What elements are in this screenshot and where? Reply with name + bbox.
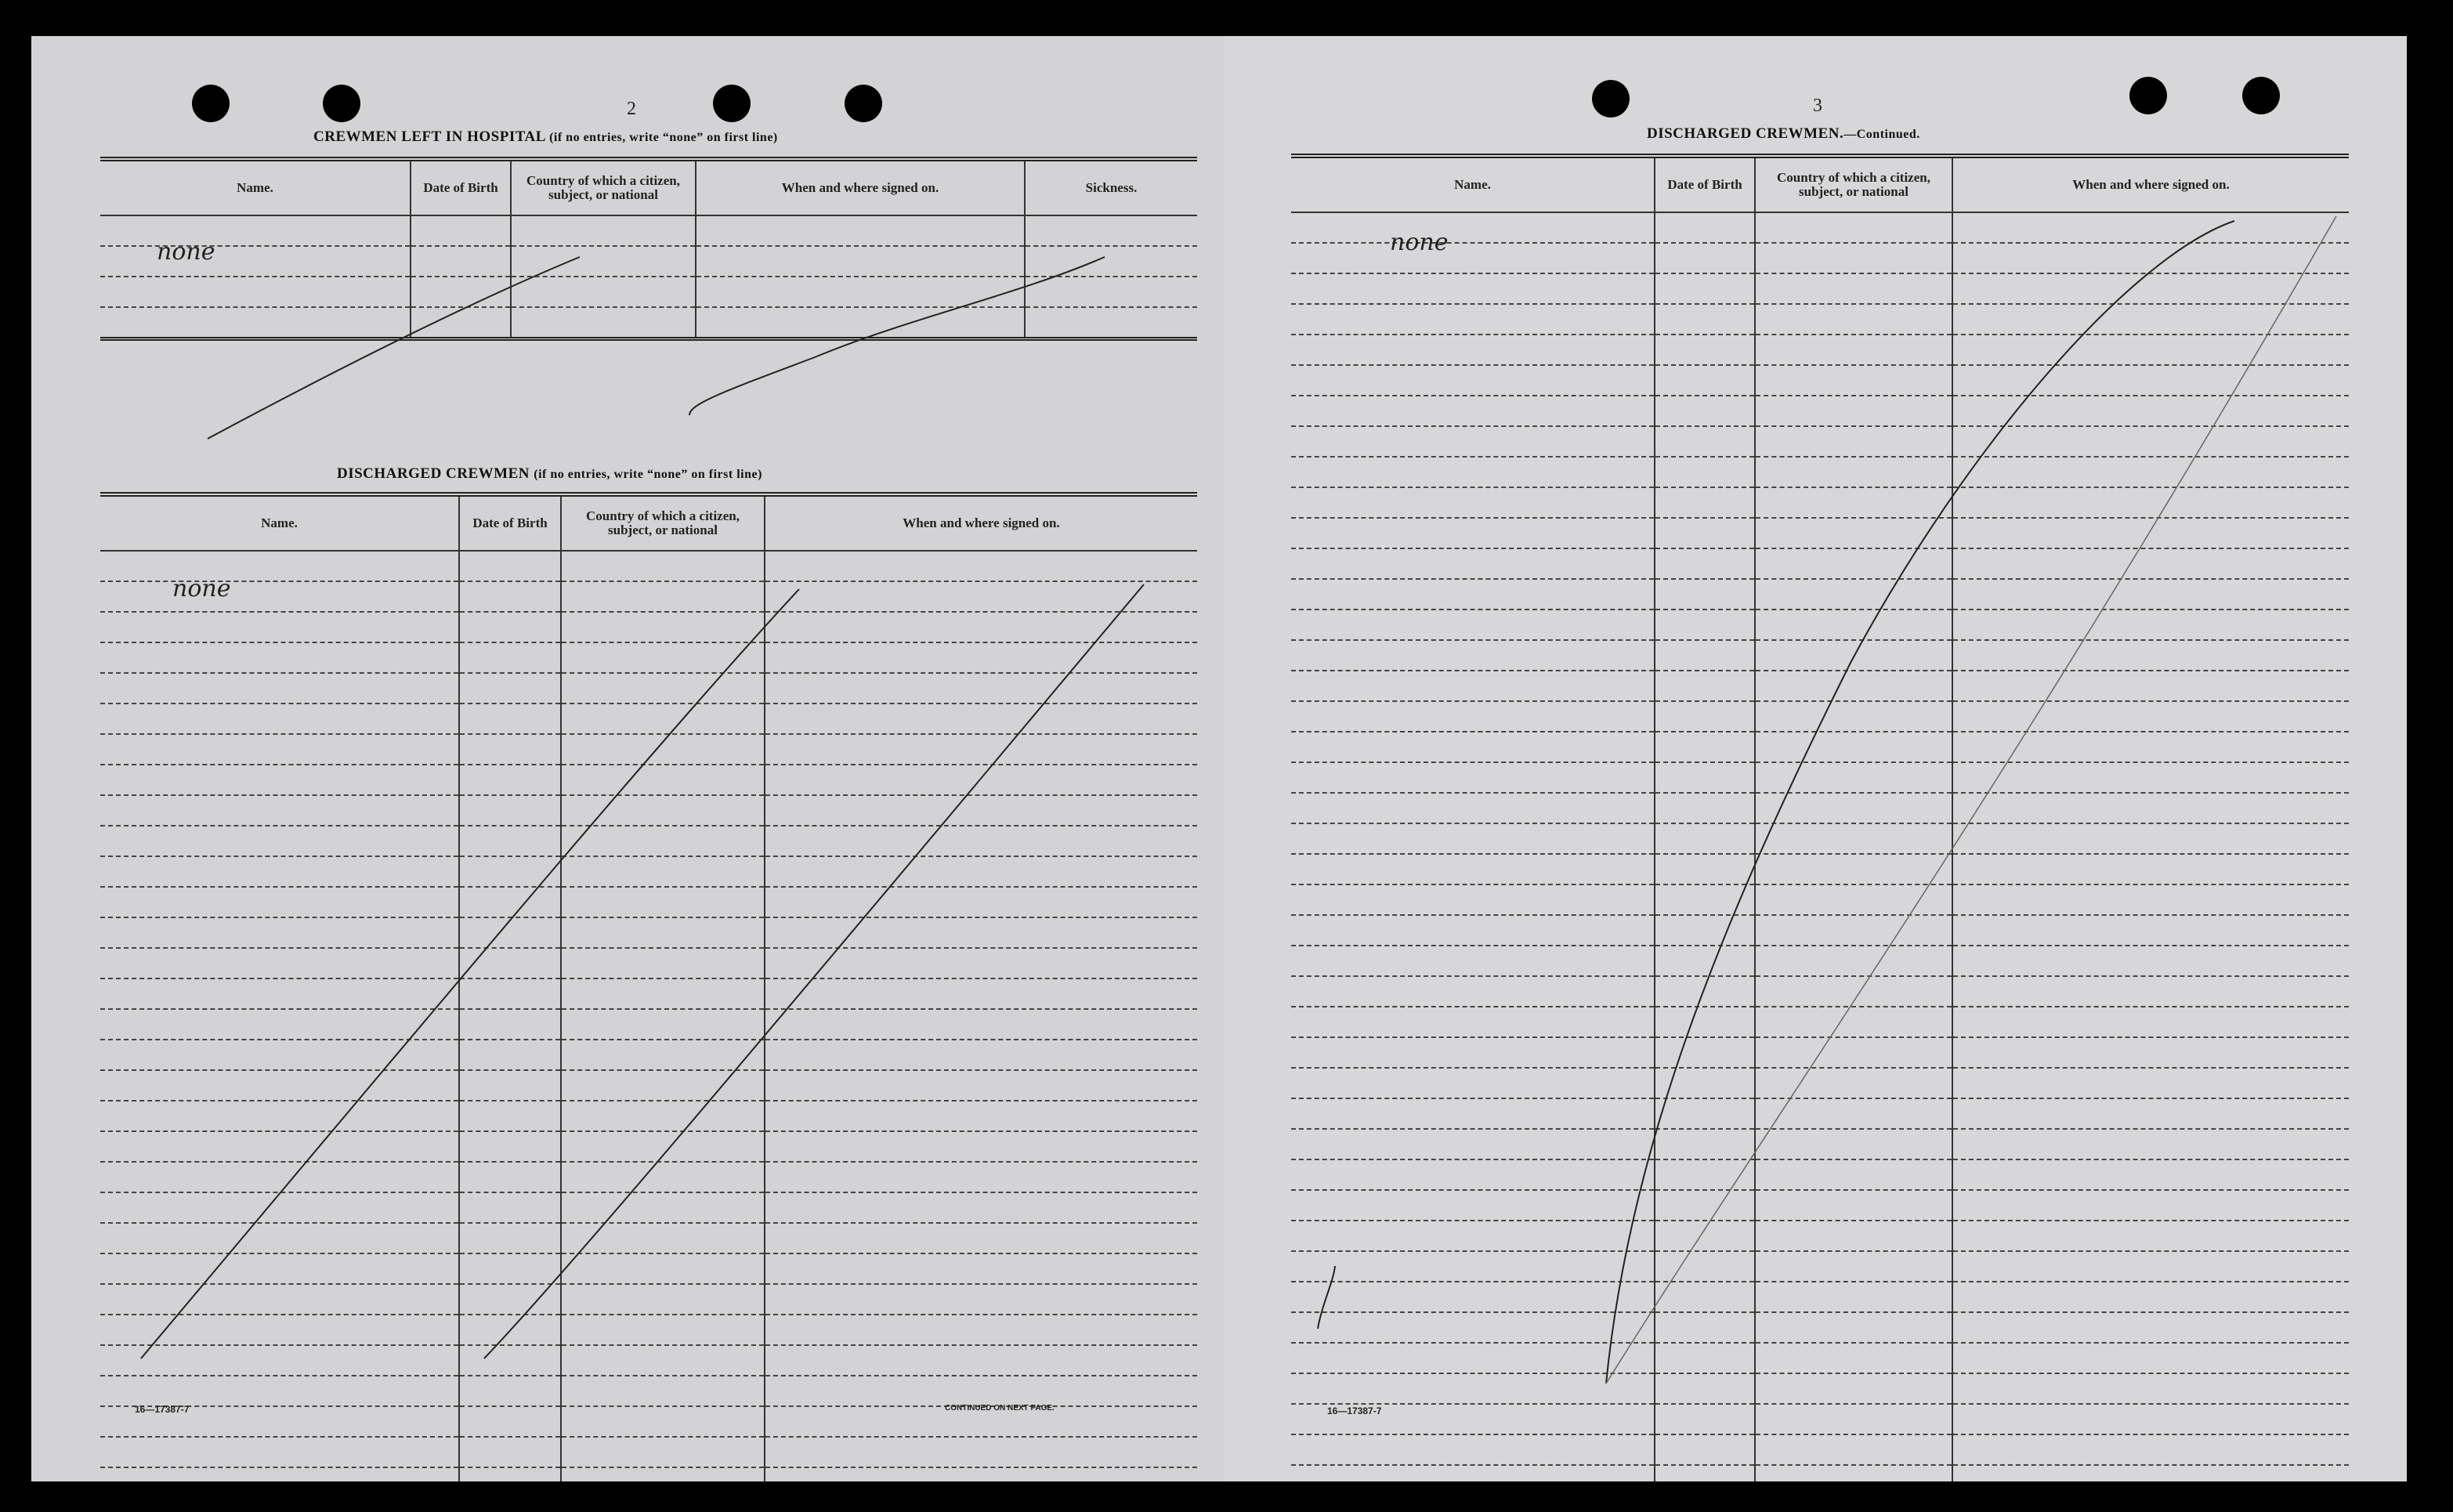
form-page-left	[31, 36, 1224, 1481]
column-header: When and where signed on.	[1952, 156, 2349, 212]
column-header: Date of Birth	[1655, 156, 1755, 212]
section-note: (if no entries, write “none” on first line)	[534, 468, 762, 481]
form-page-right	[1224, 36, 2407, 1481]
page-number: 2	[627, 99, 636, 119]
column-header: Name.	[1291, 156, 1655, 212]
column-header: Sickness.	[1025, 159, 1197, 215]
column-header: Name.	[100, 159, 411, 215]
form-number: 16—17387-7	[135, 1404, 190, 1415]
section-title-text: DISCHARGED CREWMEN	[337, 465, 530, 482]
column-header: Name.	[100, 494, 459, 551]
column-header: Date of Birth	[459, 494, 561, 551]
handwritten-strike-lines	[1224, 36, 2407, 1481]
column-header: Country of which a citizen, subject, or national	[1755, 156, 1952, 212]
column-header: When and where signed on.	[765, 494, 1197, 551]
handwritten-none: none	[1390, 229, 1449, 256]
column-header: Country of which a citizen, subject, or national	[511, 159, 696, 215]
section-title-text: CREWMEN LEFT IN HOSPITAL	[313, 128, 545, 145]
continued-note: CONTINUED ON NEXT PAGE.	[945, 1404, 1055, 1413]
handwritten-none: none	[157, 238, 215, 266]
handwritten-strike-lines	[31, 36, 1224, 1481]
handwritten-none: none	[172, 575, 231, 602]
form-number: 16—17387-7	[1327, 1405, 1382, 1416]
column-header: When and where signed on.	[696, 159, 1025, 215]
page-number: 3	[1813, 96, 1822, 116]
column-header: Country of which a citizen, subject, or national	[561, 494, 765, 551]
column-header: Date of Birth	[411, 159, 511, 215]
section-title-suffix: —Continued.	[1843, 128, 1920, 141]
section-title-text: DISCHARGED CREWMEN.	[1647, 125, 1844, 142]
section-note: (if no entries, write “none” on first line)	[549, 131, 778, 144]
